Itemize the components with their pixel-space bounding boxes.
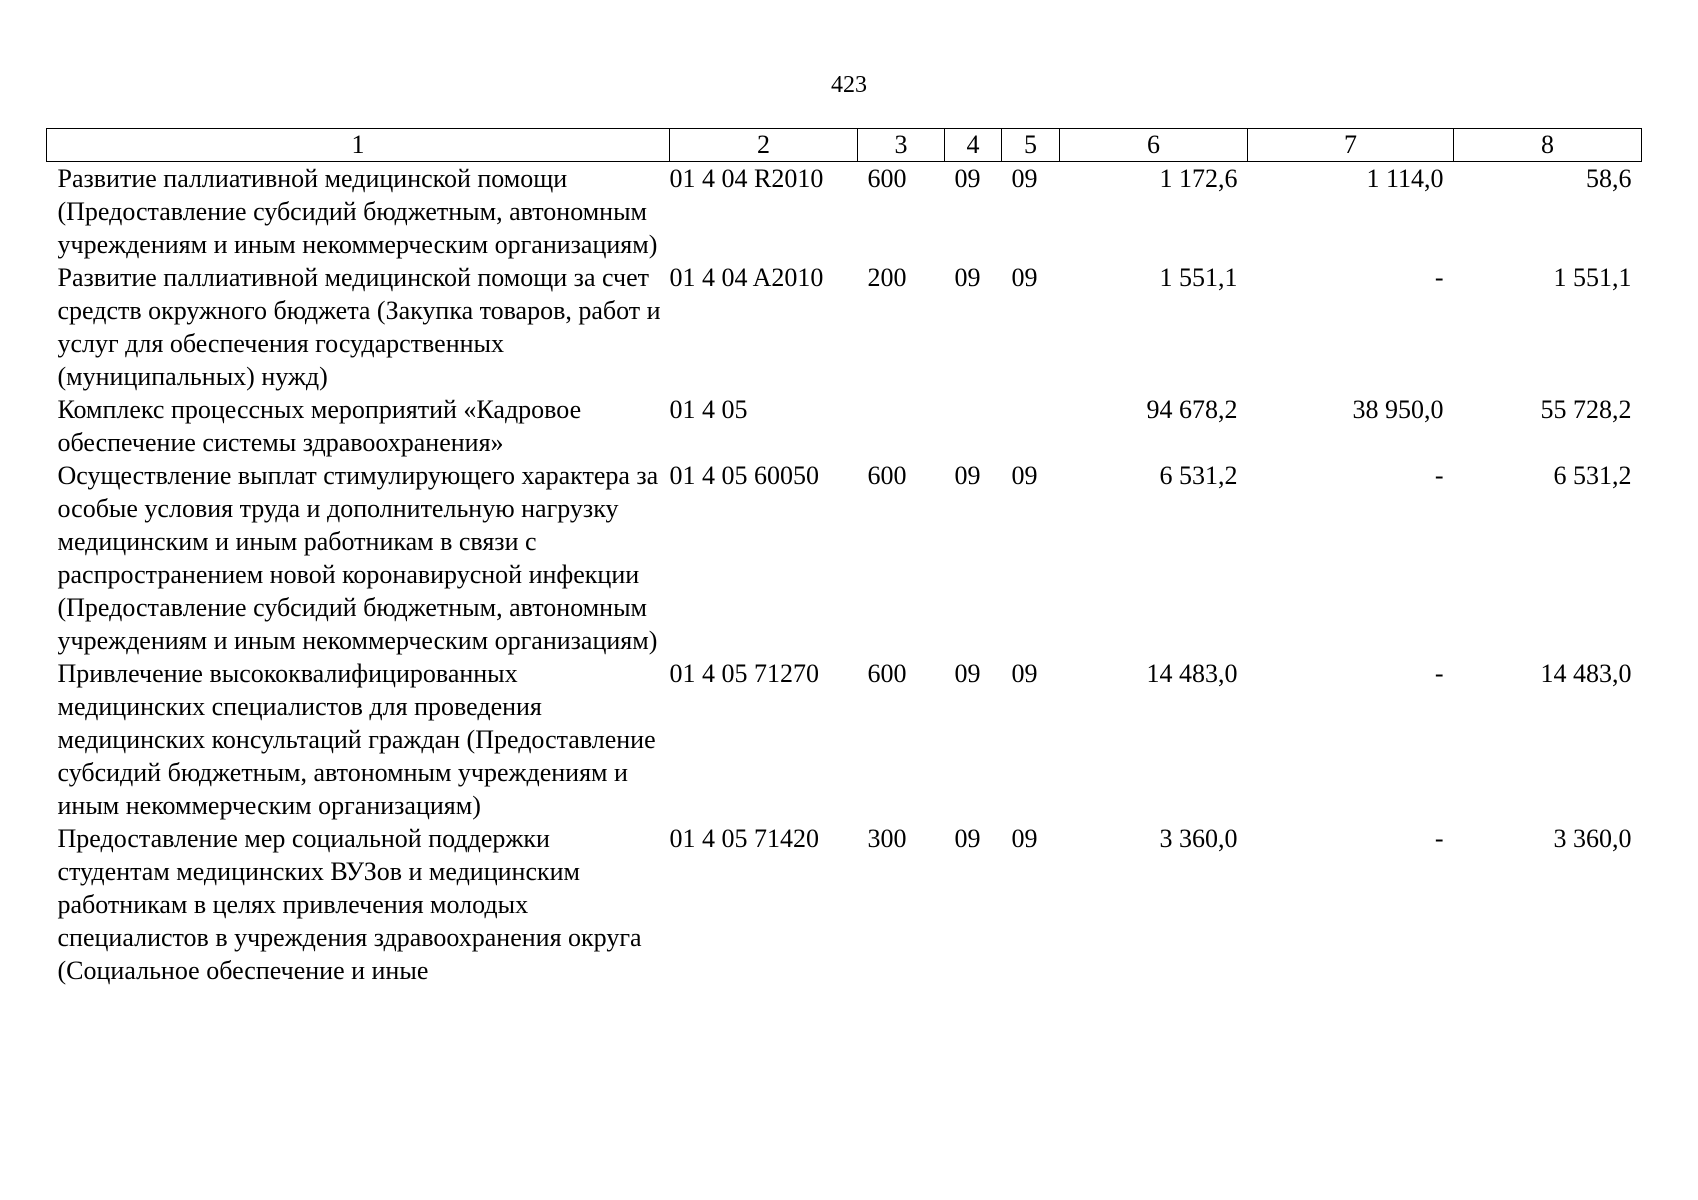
header-col-7: 7 <box>1248 129 1454 162</box>
table-header <box>47 129 1642 162</box>
page-number: 423 <box>831 72 867 98</box>
row-col-7: - <box>1434 659 1444 688</box>
header-col-5: 5 <box>1002 129 1060 162</box>
row-col-3 <box>858 393 945 459</box>
row-name: Комплекс процессных мероприятий «Кадровое обеспечение системы здравоохранения» <box>57 395 582 457</box>
row-name: Привлечение высококвалифицированных медицинских специалистов для проведения медицинских консультаций граждан (Предоставление субсидий бюджетным, автономным учреждениям и иным некоммерческим организациям) <box>57 659 656 820</box>
row-col-7: 1 114,0 <box>1366 164 1444 193</box>
header-col-3: 3 <box>858 129 945 162</box>
table-row <box>47 162 1642 262</box>
row-col-3: 600 <box>867 659 907 688</box>
header-col-8: 8 <box>1454 129 1642 162</box>
row-col-7: - <box>1434 263 1444 292</box>
row-col-5: 09 <box>1011 263 1038 292</box>
row-col-6: 1 172,6 <box>1159 164 1238 193</box>
row-name: Развитие паллиативной медицинской помощи за счет средств окружного бюджета (Закупка товаров, работ и услуг для обеспечения государственных (муниципальных) нужд) <box>57 263 661 391</box>
row-col-6: 6 531,2 <box>1159 461 1238 490</box>
header-row <box>47 129 1642 162</box>
row-code: 01 4 04 A2010 <box>669 263 824 292</box>
row-name: Осуществление выплат стимулирующего характера за особые условия труда и дополнительную нагрузку медицинским и иным работникам в связи с распространением новой коронавирусной инфекции (Предоставление субсидий бюджетным, автономным учреждениям и иным некоммерческим организациям) <box>57 461 659 655</box>
row-col-3: 600 <box>867 461 907 490</box>
row-col-5: 09 <box>1011 659 1038 688</box>
table-row <box>47 393 1642 459</box>
row-col-6: 3 360,0 <box>1159 824 1238 853</box>
row-col-4: 09 <box>954 164 981 193</box>
header-col-6: 6 <box>1060 129 1248 162</box>
row-name: Предоставление мер социальной поддержки студентам медицинских ВУЗов и медицинским работникам в целях привлечения молодых специалистов в учреждения здравоохранения округа (Социальное обеспечение и иные <box>57 824 642 985</box>
row-col-8: 1 551,1 <box>1553 263 1632 292</box>
row-code: 01 4 05 71270 <box>669 659 819 688</box>
row-col-8: 6 531,2 <box>1553 461 1632 490</box>
row-col-3: 200 <box>867 263 907 292</box>
table-row <box>47 657 1642 822</box>
header-col-1: 1 <box>47 129 670 162</box>
budget-table <box>46 128 1642 987</box>
header-col-4: 4 <box>945 129 1002 162</box>
row-col-7: - <box>1434 824 1444 853</box>
row-col-6: 14 483,0 <box>1146 659 1238 688</box>
row-col-4: 09 <box>954 824 981 853</box>
row-col-6: 1 551,1 <box>1159 263 1238 292</box>
row-col-8: 58,6 <box>1586 164 1632 193</box>
row-code: 01 4 05 <box>669 395 748 424</box>
row-col-5 <box>1002 393 1060 459</box>
table-row <box>47 459 1642 657</box>
row-col-7: 38 950,0 <box>1352 395 1444 424</box>
row-col-5: 09 <box>1011 164 1038 193</box>
row-col-7: - <box>1434 461 1444 490</box>
header-col-2: 2 <box>670 129 858 162</box>
row-name: Развитие паллиативной медицинской помощи (Предоставление субсидий бюджетным, автономным учреждениям и иным некоммерческим организациям) <box>57 164 658 259</box>
table-row <box>47 261 1642 393</box>
row-col-8: 3 360,0 <box>1553 824 1632 853</box>
row-col-5: 09 <box>1011 824 1038 853</box>
row-col-3: 600 <box>867 164 907 193</box>
row-col-4: 09 <box>954 659 981 688</box>
row-col-4: 09 <box>954 263 981 292</box>
table-row <box>47 822 1642 987</box>
row-col-8: 55 728,2 <box>1540 395 1632 424</box>
row-col-8: 14 483,0 <box>1540 659 1632 688</box>
row-code: 01 4 04 R2010 <box>669 164 824 193</box>
row-col-6: 94 678,2 <box>1146 395 1238 424</box>
row-code: 01 4 05 60050 <box>669 461 819 490</box>
row-col-4: 09 <box>954 461 981 490</box>
row-code: 01 4 05 71420 <box>669 824 819 853</box>
table-body <box>47 162 1642 988</box>
row-col-4 <box>945 393 1002 459</box>
row-col-5: 09 <box>1011 461 1038 490</box>
row-col-3: 300 <box>867 824 907 853</box>
